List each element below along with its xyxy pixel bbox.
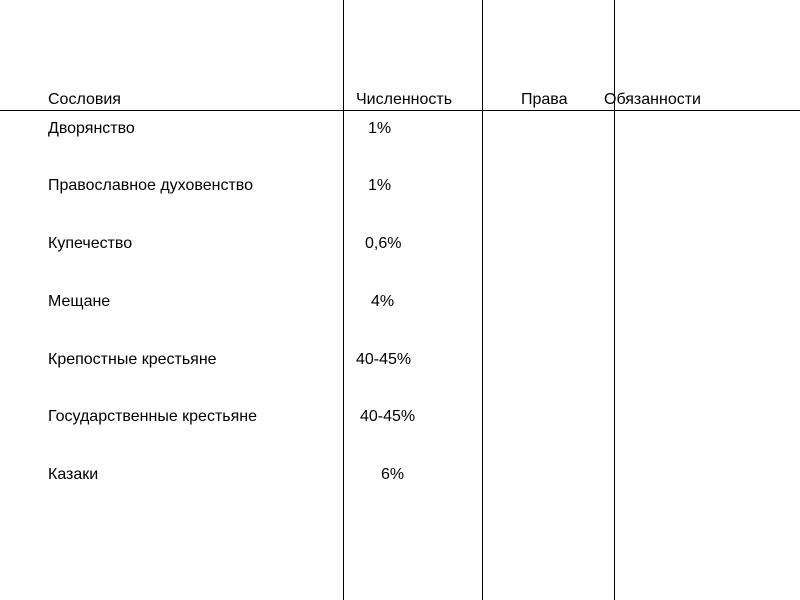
estate-name: Купечество [48, 235, 133, 252]
estate-name: Крепостные крестьяне [48, 351, 217, 368]
header-estates: Сословия [48, 91, 121, 108]
estate-number: 1% [368, 120, 392, 137]
estate-number: 40-45% [360, 408, 416, 425]
header-rights: Права [521, 91, 568, 108]
estate-number: 4% [371, 293, 395, 310]
column-divider-rights [482, 0, 483, 600]
estate-name: Православное духовенство [48, 177, 253, 194]
estate-number: 6% [381, 466, 405, 483]
estate-number: 1% [368, 177, 392, 194]
column-divider-number [343, 0, 344, 600]
estate-name: Мещане [48, 293, 111, 310]
estate-number: 0,6% [365, 235, 402, 252]
header-duties: Обязанности [604, 91, 701, 108]
header-divider [0, 110, 800, 111]
estate-number: 40-45% [356, 351, 412, 368]
estate-name: Государственные крестьяне [48, 408, 258, 425]
column-divider-duties [614, 0, 615, 600]
estate-name: Дворянство [48, 120, 135, 137]
header-number: Численность [356, 91, 453, 108]
estate-name: Казаки [48, 466, 99, 483]
